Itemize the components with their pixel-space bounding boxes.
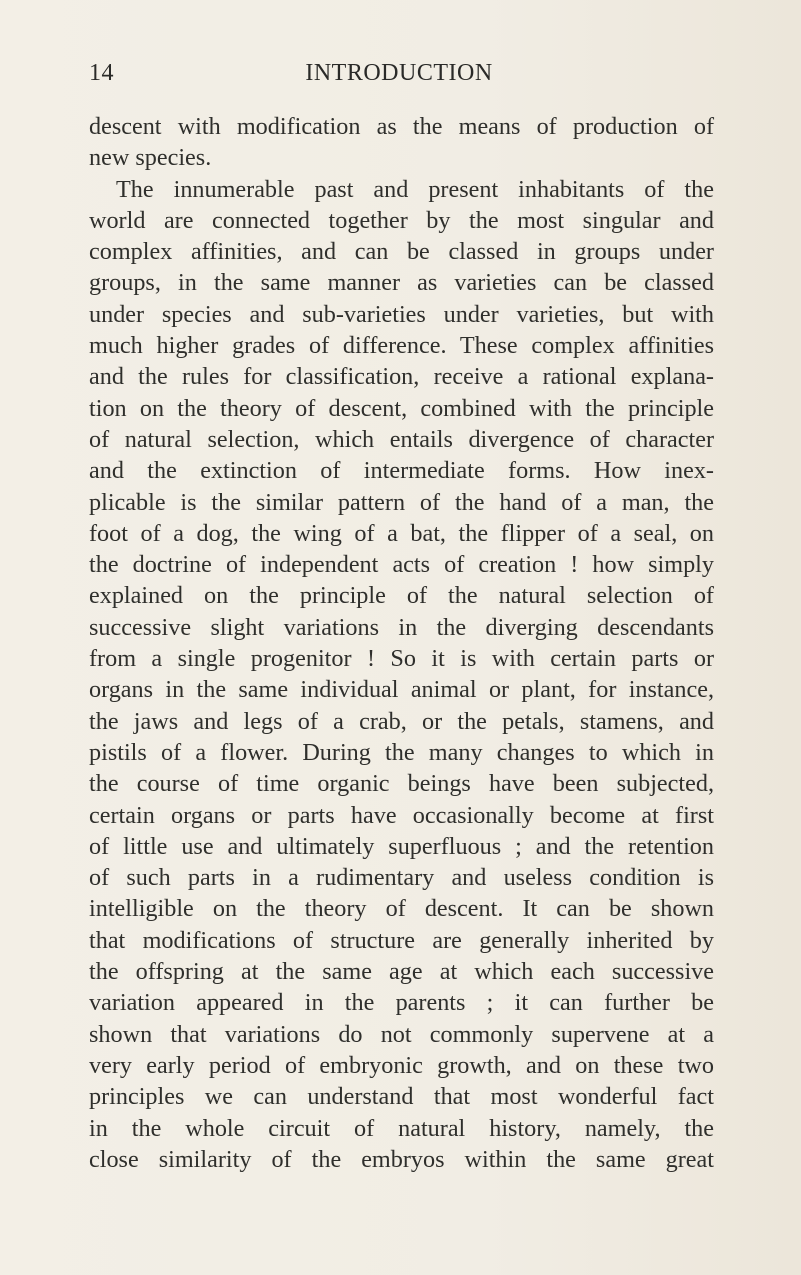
text-line: of natural selection, which entails divergence of character [89, 425, 714, 453]
text-line: new species. [89, 144, 212, 172]
body-text [89, 111, 714, 1175]
text-line: principles we can understand that most wonderful fact [89, 1083, 714, 1111]
text-line: The innumerable past and present inhabitants of the [116, 175, 714, 203]
text-line: successive slight variations in the diverging descendants [89, 613, 714, 641]
text-line: that modifications of structure are generally inherited by [89, 926, 714, 954]
text-line: very early period of embryonic growth, and on these two [89, 1051, 714, 1079]
running-title: INTRODUCTION [305, 60, 493, 86]
text-line: tion on the theory of descent, combined with the principle [89, 394, 714, 422]
text-line: of such parts in a rudimentary and useless condition is [89, 864, 714, 892]
text-line: from a single progenitor ! So it is with certain parts or [89, 645, 714, 673]
text-line: much higher grades of difference. These complex affinities [89, 332, 714, 360]
text-line: the offspring at the same age at which each successive [89, 958, 714, 986]
text-line: intelligible on the theory of descent. It can be shown [89, 895, 714, 923]
text-line: organs in the same individual animal or plant, for instance, [89, 676, 714, 704]
text-line: descent with modification as the means of production of [89, 113, 714, 140]
text-line: in the whole circuit of natural history, namely, the [89, 1114, 714, 1142]
text-line: shown that variations do not commonly supervene at a [89, 1020, 714, 1048]
text-line: of little use and ultimately superfluous ; and the retention [89, 832, 714, 860]
text-line: plicable is the similar pattern of the hand of a man, the [89, 488, 714, 516]
text-line: variation appeared in the parents ; it can further be [89, 989, 714, 1017]
text-line: certain organs or parts have occasionally become at first [89, 801, 714, 829]
text-line: the doctrine of independent acts of creation ! how simply [89, 551, 714, 579]
text-line: the jaws and legs of a crab, or the petals, stamens, and [89, 707, 714, 735]
text-line: under species and sub-varieties under varieties, but with [89, 300, 714, 328]
text-line: foot of a dog, the wing of a bat, the flipper of a seal, on [89, 519, 714, 547]
text-line: close similarity of the embryos within the same great [89, 1145, 714, 1173]
page-number: 14 [89, 60, 114, 86]
text-line: pistils of a flower. During the many changes to which in [89, 738, 714, 766]
text-line: explained on the principle of the natural selection of [89, 582, 714, 610]
text-line: complex affinities, and can be classed in groups under [89, 238, 714, 266]
running-head [89, 60, 709, 94]
text-line: and the extinction of intermediate forms. How inex- [89, 457, 714, 485]
text-line: world are connected together by the most singular and [89, 206, 714, 234]
text-line: the course of time organic beings have been subjected, [89, 770, 714, 798]
text-line: groups, in the same manner as varieties can be classed [89, 269, 714, 297]
text-line: and the rules for classification, receive a rational explana- [89, 363, 714, 391]
